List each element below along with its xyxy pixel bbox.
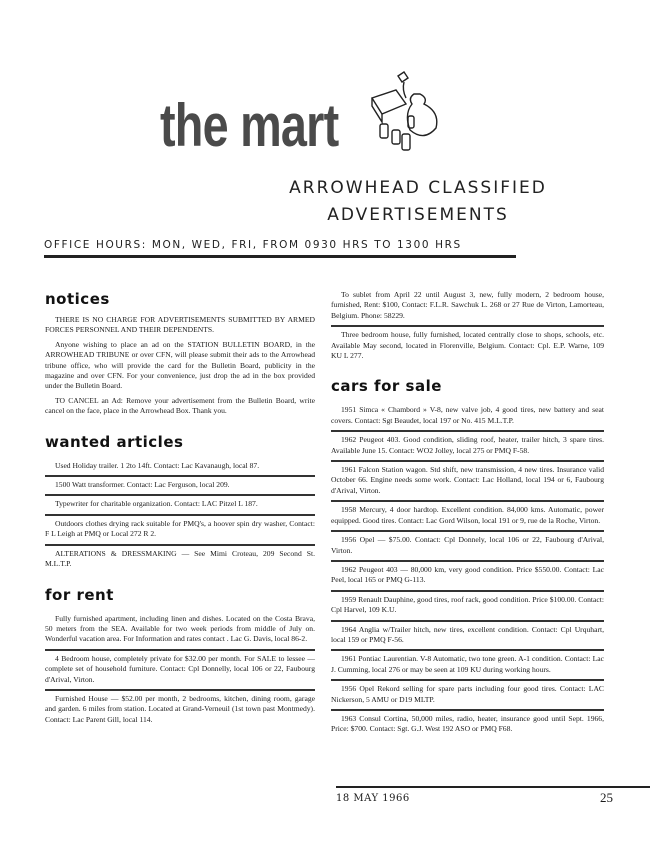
classified-ad: 1959 Renault Dauphine, good tires, roof rack, good condition. Price $100.00. Contact: Cpl Harvel, 109 K.U. (331, 592, 604, 622)
classified-ad: Three bedroom house, fully furnished, located centrally close to shops, schools, etc. Available May second, located in Florenville, Belgium. Contact: Cpl. E.P. Warne, 109 KU L 277. (331, 330, 604, 361)
classified-ad: To sublet from April 22 until August 3, new, fully modern, 2 bedroom house, furnished, Rent: $100, Contact: F.L.R. Sawchuk L. 268 or 27 Rue de Virton, Lamorteau, Belgium. Phone: 58229. (331, 290, 604, 327)
footer-divider (336, 786, 650, 788)
classified-ad: ALTERATIONS & DRESSMAKING — See Mimi Croteau, 209 Second St. M.L.T.P. (45, 548, 315, 569)
notice-paragraph: Anyone wishing to place an ad on the STATION BULLETIN BOARD, in the ARROWHEAD TRIBUNE or over CFN, will please submit their ads to the Arrowhead tribune office, who will provide the card for the Bulletin Board, publicity in the magazine and over CFN. For your convenience, just drop the ad in the box provided under the Bulletin Board. (45, 339, 315, 391)
classified-ad: Typewriter for charitable organization. Contact: LAC Pitzel L 187. (45, 496, 315, 515)
classified-ad: Furnished House — $52.00 per month, 2 bedrooms, kitchen, dining room, garage and garden. 6 miles from station. Located at Grand-Verneuil (1st town past Montmedy). Contact: Lac Parent Gill, local 114. (45, 693, 315, 724)
classified-ad: Fully furnished apartment, including linen and dishes. Located on the Costa Brava, 50 meters from the SEA. Available for two week periods from middle of July on. Wonderful vacation area. For Information and rates contact . Lac G. Davis, local 86-2. (45, 611, 315, 651)
notice-paragraph: THERE IS NO CHARGE FOR ADVERTISEMENTS SUBMITTED BY ARMED FORCES PERSONNEL AND THEIR DEPENDENTS. (45, 315, 315, 335)
mascot-illustration-icon (368, 68, 440, 158)
classified-ad: 1951 Simca « Chambord » V-8, new valve job, 4 good tires, new battery and seat covers. Contact: Sgt Beaudet, local 197 or No. 415 M.L.T.P. (331, 402, 604, 432)
classified-ad: Outdoors clothes drying rack suitable for PMQ's, a hoover spin dry washer, Contact: F L Leigh at PMQ or Local 272 R 2. (45, 516, 315, 546)
classified-ad: 1958 Mercury, 4 door hardtop. Excellent condition. 84,000 kms. Automatic, power equipped. Good tires. Contact: Lac Gord Wilson, local 191 or 9, rue de la Roche, Virton. (331, 502, 604, 532)
classified-ad: Used Holiday trailer. 1 2to 14ft. Contact: Lac Kavanaugh, local 87. (45, 458, 315, 477)
classified-ad: 1962 Peugeot 403 — 80,000 km, very good condition. Price $550.00. Contact: Lac Peel, local 165 or PMQ G-113. (331, 562, 604, 592)
classified-ad: 1961 Falcon Station wagon. Std shift, new transmission, 4 new tires. Insurance valid October 66. Engine needs some work. Contact: Lac Holland, local 194 or 6, Faubourg d'Arival, Virton. (331, 462, 604, 502)
classified-ad: 4 Bedroom house, completely private for $32.00 per month. For SALE to lessee — complete set of household furniture. Contact: Cpl Donnelly, local 106 or 22, Faubourg d'Arival, Virton. (45, 651, 315, 691)
section-title-notices: notices (45, 290, 110, 308)
classified-ad: 1500 Watt transformer. Contact: Lac Ferguson, local 209. (45, 477, 315, 496)
masthead-subtitle (258, 175, 578, 229)
left-column (45, 290, 315, 729)
issue-date: 18 MAY 1966 (336, 793, 410, 804)
notice-paragraph: TO CANCEL an Ad: Remove your advertisement from the Bulletin Board, write cancel on the face, place in the Arrowhead Box. Thank you. (45, 395, 315, 416)
office-hours: OFFICE HOURS: MON, WED, FRI, FROM 0930 HRS TO 1300 HRS (44, 239, 462, 251)
subtitle-line-1: ARROWHEAD CLASSIFIED (289, 178, 547, 198)
classified-ad: 1962 Peugeot 403. Good condition, sliding roof, heater, trailer hitch, 3 spare tires. Available June 15. Contact: WO2 Jolley, local 275 or PMQ F-58. (331, 432, 604, 462)
classified-ad: 1961 Pontiac Laurentian. V-8 Automatic, two tone green. A-1 condition. Contact: Lac J. Cumming, local 276 or may be seen at 109 KU during working hours. (331, 651, 604, 681)
classified-ad: 1964 Anglia w/Trailer hitch, new tires, excellent condition. Contact: Cpl Urquhart, local 159 or PMQ F-56. (331, 622, 604, 652)
section-title-wanted-articles: wanted articles (45, 432, 184, 451)
section-title-for-rent: for rent (45, 585, 114, 604)
classified-ad: 1956 Opel Rekord selling for spare parts including four good tires. Contact: LAC Nickerson, 5 AMU or D19 MLTP. (331, 681, 604, 711)
classified-ad: 1963 Consul Cortina, 50,000 miles, radio, heater, insurance good until Sept. 1966, Price: $700. Contact: Sgt. G.J. West 192 ASO or PMQ F68. (331, 713, 604, 734)
classified-ad: 1956 Opel — $75.00. Contact: Cpl Donnely, local 106 or 22, Faubourg d'Arival, Virton. (331, 532, 604, 562)
header-divider (44, 255, 516, 258)
section-title-cars-for-sale: cars for sale (331, 377, 442, 396)
subtitle-line-2: ADVERTISEMENTS (327, 205, 509, 225)
page-number: 25 (600, 790, 613, 805)
right-column (331, 290, 604, 739)
masthead-title: the mart (160, 92, 339, 159)
